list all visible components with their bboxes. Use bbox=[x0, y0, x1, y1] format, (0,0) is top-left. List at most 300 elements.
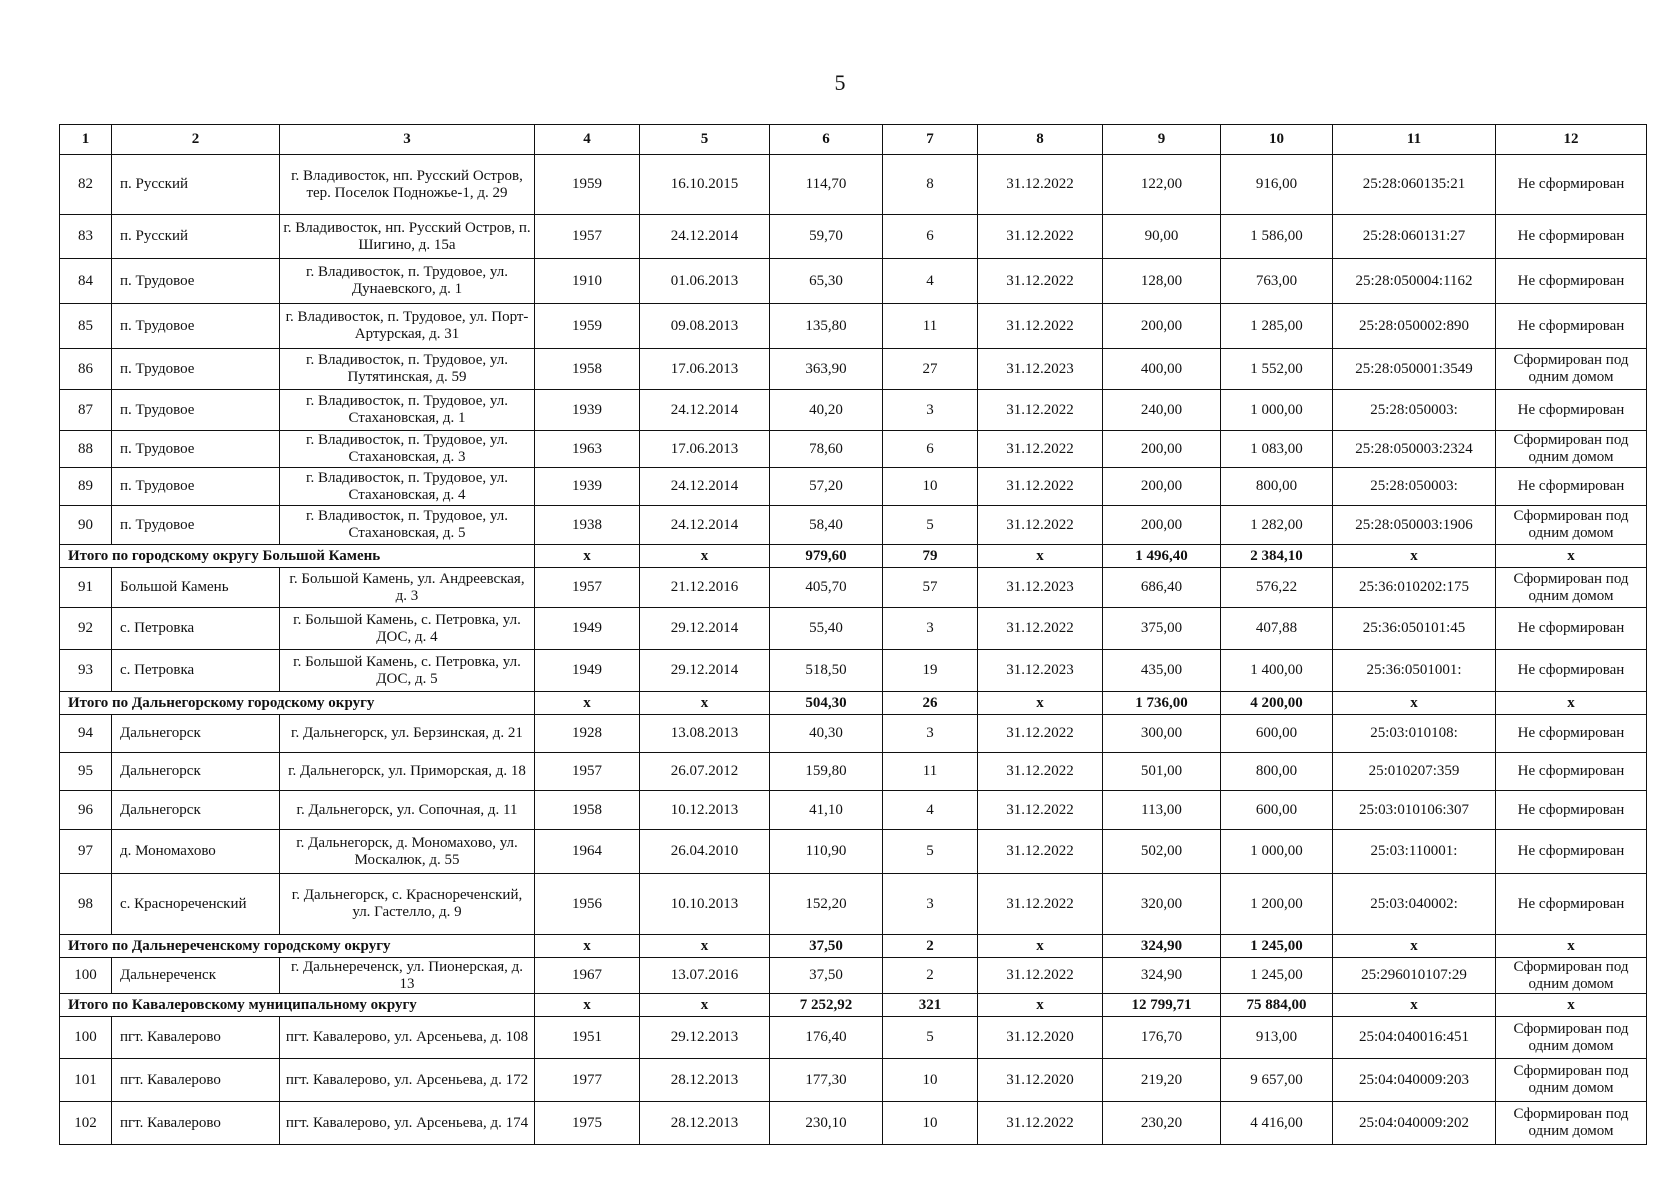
table-row bbox=[60, 830, 1647, 874]
table-cell: 25:28:050002:890 bbox=[1333, 304, 1496, 349]
table-cell: 31.12.2020 bbox=[978, 1059, 1103, 1102]
subtotal-cell: x bbox=[640, 545, 770, 568]
table-row bbox=[60, 568, 1647, 608]
table-cell: 25:28:050003:2324 bbox=[1333, 431, 1496, 468]
table-cell: 25:010207:359 bbox=[1333, 753, 1496, 791]
subtotal-cell: x bbox=[1333, 692, 1496, 715]
table-cell: с. Краснореченский bbox=[112, 874, 280, 935]
table-cell: 122,00 bbox=[1103, 155, 1221, 215]
subtotal-label: Итого по Кавалеровскому муниципальному округу bbox=[60, 994, 535, 1017]
table-cell: 1 200,00 bbox=[1221, 874, 1333, 935]
table-cell: Сформирован под одним домом bbox=[1496, 958, 1647, 994]
table-cell: 13.08.2013 bbox=[640, 715, 770, 753]
housing-register-table bbox=[59, 124, 1647, 1145]
table-row bbox=[60, 349, 1647, 390]
table-cell: 86 bbox=[60, 349, 112, 390]
table-cell: г. Владивосток, нп. Русский Остров, тер. Поселок Подножье-1, д. 29 bbox=[280, 155, 535, 215]
subtotal-cell: 504,30 bbox=[770, 692, 883, 715]
table-cell: 97 bbox=[60, 830, 112, 874]
table-cell: 114,70 bbox=[770, 155, 883, 215]
table-cell: 502,00 bbox=[1103, 830, 1221, 874]
table-row bbox=[60, 1059, 1647, 1102]
table-cell: Не сформирован bbox=[1496, 304, 1647, 349]
table-cell: 96 bbox=[60, 791, 112, 830]
subtotal-cell: 1 496,40 bbox=[1103, 545, 1221, 568]
table-cell: 913,00 bbox=[1221, 1017, 1333, 1059]
table-cell: 10 bbox=[883, 1059, 978, 1102]
table-cell: 31.12.2023 bbox=[978, 650, 1103, 692]
subtotal-row bbox=[60, 994, 1647, 1017]
table-cell: Не сформирован bbox=[1496, 753, 1647, 791]
table-cell: 320,00 bbox=[1103, 874, 1221, 935]
subtotal-cell: 4 200,00 bbox=[1221, 692, 1333, 715]
subtotal-cell: x bbox=[535, 692, 640, 715]
table-row bbox=[60, 259, 1647, 304]
table-cell: 57 bbox=[883, 568, 978, 608]
subtotal-label: Итого по городскому округу Большой Камень bbox=[60, 545, 535, 568]
table-cell: 31.12.2020 bbox=[978, 1017, 1103, 1059]
column-header: 8 bbox=[978, 125, 1103, 155]
table-cell: 31.12.2022 bbox=[978, 390, 1103, 431]
table-cell: 2 bbox=[883, 958, 978, 994]
table-cell: г. Дальнереченск, ул. Пионерская, д. 13 bbox=[280, 958, 535, 994]
column-header: 11 bbox=[1333, 125, 1496, 155]
subtotal-cell: 979,60 bbox=[770, 545, 883, 568]
table-cell: пгт. Кавалерово, ул. Арсеньева, д. 174 bbox=[280, 1102, 535, 1145]
table-cell: 686,40 bbox=[1103, 568, 1221, 608]
table-cell: 5 bbox=[883, 830, 978, 874]
table-cell: Не сформирован bbox=[1496, 715, 1647, 753]
table-cell: 25:36:0501001: bbox=[1333, 650, 1496, 692]
table-cell: 89 bbox=[60, 468, 112, 506]
table-cell: 31.12.2022 bbox=[978, 304, 1103, 349]
subtotal-cell: x bbox=[535, 935, 640, 958]
table-cell: 1956 bbox=[535, 874, 640, 935]
table-cell: 5 bbox=[883, 506, 978, 545]
table-cell: 93 bbox=[60, 650, 112, 692]
table-cell: 25:03:040002: bbox=[1333, 874, 1496, 935]
table-cell: 375,00 bbox=[1103, 608, 1221, 650]
table-cell: 6 bbox=[883, 431, 978, 468]
table-cell: Не сформирован bbox=[1496, 259, 1647, 304]
table-cell: г. Владивосток, п. Трудовое, ул. Порт-Артурская, д. 31 bbox=[280, 304, 535, 349]
table-cell: 3 bbox=[883, 390, 978, 431]
table-cell: 1959 bbox=[535, 304, 640, 349]
table-cell: 83 bbox=[60, 215, 112, 259]
table-cell: 1958 bbox=[535, 349, 640, 390]
table-cell: 31.12.2022 bbox=[978, 431, 1103, 468]
table-cell: 1 083,00 bbox=[1221, 431, 1333, 468]
table-cell: 31.12.2023 bbox=[978, 349, 1103, 390]
table-cell: г. Владивосток, п. Трудовое, ул. Стахановская, д. 1 bbox=[280, 390, 535, 431]
table-cell: 10 bbox=[883, 468, 978, 506]
table-cell: Сформирован под одним домом bbox=[1496, 506, 1647, 545]
table-cell: 29.12.2014 bbox=[640, 608, 770, 650]
table-cell: 4 bbox=[883, 791, 978, 830]
subtotal-cell: x bbox=[640, 935, 770, 958]
table-cell: пгт. Кавалерово bbox=[112, 1102, 280, 1145]
table-cell: 13.07.2016 bbox=[640, 958, 770, 994]
table-row bbox=[60, 958, 1647, 994]
table-cell: 200,00 bbox=[1103, 431, 1221, 468]
table-cell: 25:03:110001: bbox=[1333, 830, 1496, 874]
column-header: 12 bbox=[1496, 125, 1647, 155]
table-cell: Большой Камень bbox=[112, 568, 280, 608]
table-cell: 41,10 bbox=[770, 791, 883, 830]
table-cell: с. Петровка bbox=[112, 650, 280, 692]
table-cell: 55,40 bbox=[770, 608, 883, 650]
table-cell: 176,40 bbox=[770, 1017, 883, 1059]
subtotal-cell: x bbox=[978, 692, 1103, 715]
table-cell: 25:28:050001:3549 bbox=[1333, 349, 1496, 390]
table-cell: 91 bbox=[60, 568, 112, 608]
subtotal-cell: 37,50 bbox=[770, 935, 883, 958]
table-cell: 200,00 bbox=[1103, 506, 1221, 545]
table-cell: 98 bbox=[60, 874, 112, 935]
table-cell: 1964 bbox=[535, 830, 640, 874]
table-cell: 25:03:010108: bbox=[1333, 715, 1496, 753]
column-header: 1 bbox=[60, 125, 112, 155]
table-cell: 25:296010107:29 bbox=[1333, 958, 1496, 994]
subtotal-cell: x bbox=[1333, 994, 1496, 1017]
table-cell: 363,90 bbox=[770, 349, 883, 390]
table-cell: Не сформирован bbox=[1496, 830, 1647, 874]
table-cell: 1910 bbox=[535, 259, 640, 304]
table-cell: Не сформирован bbox=[1496, 468, 1647, 506]
table-cell: 1957 bbox=[535, 568, 640, 608]
table-cell: Не сформирован bbox=[1496, 791, 1647, 830]
table-cell: 110,90 bbox=[770, 830, 883, 874]
subtotal-cell: x bbox=[1496, 692, 1647, 715]
table-cell: Не сформирован bbox=[1496, 650, 1647, 692]
table-cell: 10.10.2013 bbox=[640, 874, 770, 935]
table-cell: 26.07.2012 bbox=[640, 753, 770, 791]
table-cell: 1 285,00 bbox=[1221, 304, 1333, 349]
table-cell: 92 bbox=[60, 608, 112, 650]
table-cell: 800,00 bbox=[1221, 468, 1333, 506]
column-header: 6 bbox=[770, 125, 883, 155]
table-cell: 27 bbox=[883, 349, 978, 390]
table-cell: 25:28:050003: bbox=[1333, 468, 1496, 506]
subtotal-cell: x bbox=[978, 935, 1103, 958]
subtotal-cell: 12 799,71 bbox=[1103, 994, 1221, 1017]
table-cell: 25:28:050004:1162 bbox=[1333, 259, 1496, 304]
table-cell: 435,00 bbox=[1103, 650, 1221, 692]
table-cell: 11 bbox=[883, 753, 978, 791]
subtotal-cell: x bbox=[978, 545, 1103, 568]
table-row bbox=[60, 215, 1647, 259]
table-cell: 25:28:060131:27 bbox=[1333, 215, 1496, 259]
table-row bbox=[60, 791, 1647, 830]
column-header: 2 bbox=[112, 125, 280, 155]
table-cell: 518,50 bbox=[770, 650, 883, 692]
table-cell: 1 586,00 bbox=[1221, 215, 1333, 259]
subtotal-cell: 321 bbox=[883, 994, 978, 1017]
table-cell: 405,70 bbox=[770, 568, 883, 608]
table-cell: 1949 bbox=[535, 608, 640, 650]
table-cell: г. Владивосток, п. Трудовое, ул. Путятинская, д. 59 bbox=[280, 349, 535, 390]
table-cell: д. Мономахово bbox=[112, 830, 280, 874]
subtotal-row bbox=[60, 935, 1647, 958]
table-cell: г. Владивосток, нп. Русский Остров, п. Шигино, д. 15а bbox=[280, 215, 535, 259]
table-cell: 87 bbox=[60, 390, 112, 431]
table-cell: 600,00 bbox=[1221, 791, 1333, 830]
table-cell: 25:28:050003: bbox=[1333, 390, 1496, 431]
column-header: 4 bbox=[535, 125, 640, 155]
table-row bbox=[60, 1017, 1647, 1059]
table-cell: 31.12.2022 bbox=[978, 830, 1103, 874]
subtotal-cell: x bbox=[640, 692, 770, 715]
table-cell: п. Трудовое bbox=[112, 468, 280, 506]
table-cell: Сформирован под одним домом bbox=[1496, 1017, 1647, 1059]
table-cell: г. Большой Камень, ул. Андреевская, д. 3 bbox=[280, 568, 535, 608]
table-cell: п. Трудовое bbox=[112, 431, 280, 468]
subtotal-cell: x bbox=[1496, 994, 1647, 1017]
table-cell: 31.12.2022 bbox=[978, 259, 1103, 304]
table-cell: 31.12.2022 bbox=[978, 155, 1103, 215]
table-cell: 11 bbox=[883, 304, 978, 349]
table-cell: 1949 bbox=[535, 650, 640, 692]
table-cell: 3 bbox=[883, 715, 978, 753]
column-header: 7 bbox=[883, 125, 978, 155]
table-cell: 324,90 bbox=[1103, 958, 1221, 994]
table-cell: 1 552,00 bbox=[1221, 349, 1333, 390]
table-cell: 1957 bbox=[535, 753, 640, 791]
table-cell: 31.12.2022 bbox=[978, 753, 1103, 791]
table-cell: 1 282,00 bbox=[1221, 506, 1333, 545]
table-cell: п. Русский bbox=[112, 215, 280, 259]
table-cell: 01.06.2013 bbox=[640, 259, 770, 304]
table-cell: г. Владивосток, п. Трудовое, ул. Стахановская, д. 5 bbox=[280, 506, 535, 545]
table-row bbox=[60, 304, 1647, 349]
table-row bbox=[60, 608, 1647, 650]
table-cell: п. Трудовое bbox=[112, 304, 280, 349]
table-cell: 1975 bbox=[535, 1102, 640, 1145]
table-cell: п. Трудовое bbox=[112, 259, 280, 304]
table-cell: 219,20 bbox=[1103, 1059, 1221, 1102]
table-cell: 200,00 bbox=[1103, 304, 1221, 349]
subtotal-cell: x bbox=[978, 994, 1103, 1017]
table-cell: 65,30 bbox=[770, 259, 883, 304]
table-cell: 200,00 bbox=[1103, 468, 1221, 506]
table-cell: Дальнегорск bbox=[112, 753, 280, 791]
table-cell: 6 bbox=[883, 215, 978, 259]
table-cell: г. Дальнегорск, д. Мономахово, ул. Москалюк, д. 55 bbox=[280, 830, 535, 874]
table-cell: 94 bbox=[60, 715, 112, 753]
table-cell: 113,00 bbox=[1103, 791, 1221, 830]
column-header: 10 bbox=[1221, 125, 1333, 155]
table-cell: 1 000,00 bbox=[1221, 830, 1333, 874]
subtotal-cell: 2 bbox=[883, 935, 978, 958]
table-cell: пгт. Кавалерово bbox=[112, 1059, 280, 1102]
table-cell: 90,00 bbox=[1103, 215, 1221, 259]
table-cell: 90 bbox=[60, 506, 112, 545]
table-row bbox=[60, 506, 1647, 545]
table-row bbox=[60, 715, 1647, 753]
table-cell: п. Трудовое bbox=[112, 506, 280, 545]
table-cell: 25:04:040009:202 bbox=[1333, 1102, 1496, 1145]
table-cell: 152,20 bbox=[770, 874, 883, 935]
table-cell: Сформирован под одним домом bbox=[1496, 568, 1647, 608]
subtotal-cell: 79 bbox=[883, 545, 978, 568]
table-cell: 102 bbox=[60, 1102, 112, 1145]
table-cell: Сформирован под одним домом bbox=[1496, 349, 1647, 390]
table-row bbox=[60, 468, 1647, 506]
table-cell: 101 bbox=[60, 1059, 112, 1102]
table-cell: 1963 bbox=[535, 431, 640, 468]
table-cell: п. Трудовое bbox=[112, 390, 280, 431]
subtotal-cell: 324,90 bbox=[1103, 935, 1221, 958]
subtotal-cell: 1 736,00 bbox=[1103, 692, 1221, 715]
table-cell: 600,00 bbox=[1221, 715, 1333, 753]
subtotal-cell: x bbox=[1496, 545, 1647, 568]
subtotal-cell: 7 252,92 bbox=[770, 994, 883, 1017]
header-row bbox=[60, 125, 1647, 155]
table-cell: 31.12.2022 bbox=[978, 791, 1103, 830]
table-cell: 1977 bbox=[535, 1059, 640, 1102]
table-cell: 4 bbox=[883, 259, 978, 304]
subtotal-cell: x bbox=[535, 545, 640, 568]
table-cell: 16.10.2015 bbox=[640, 155, 770, 215]
table-cell: 29.12.2013 bbox=[640, 1017, 770, 1059]
subtotal-row bbox=[60, 545, 1647, 568]
table-cell: Сформирован под одним домом bbox=[1496, 431, 1647, 468]
table-cell: 501,00 bbox=[1103, 753, 1221, 791]
subtotal-cell: x bbox=[1496, 935, 1647, 958]
table-cell: 25:36:050101:45 bbox=[1333, 608, 1496, 650]
table-row bbox=[60, 431, 1647, 468]
table-cell: 40,30 bbox=[770, 715, 883, 753]
table-cell: г. Владивосток, п. Трудовое, ул. Дунаевского, д. 1 bbox=[280, 259, 535, 304]
table-cell: 763,00 bbox=[1221, 259, 1333, 304]
table-cell: 100 bbox=[60, 958, 112, 994]
table-cell: 24.12.2014 bbox=[640, 215, 770, 259]
table-cell: 25:28:050003:1906 bbox=[1333, 506, 1496, 545]
table-cell: 800,00 bbox=[1221, 753, 1333, 791]
table-cell: г. Дальнегорск, ул. Берзинская, д. 21 bbox=[280, 715, 535, 753]
table-cell: 88 bbox=[60, 431, 112, 468]
table-cell: 59,70 bbox=[770, 215, 883, 259]
table-cell: 176,70 bbox=[1103, 1017, 1221, 1059]
table-cell: 1951 bbox=[535, 1017, 640, 1059]
subtotal-cell: x bbox=[640, 994, 770, 1017]
table-cell: Сформирован под одним домом bbox=[1496, 1102, 1647, 1145]
table-cell: 159,80 bbox=[770, 753, 883, 791]
subtotal-label: Итого по Дальнереченскому городскому округу bbox=[60, 935, 535, 958]
table-cell: 95 bbox=[60, 753, 112, 791]
table-row bbox=[60, 155, 1647, 215]
table-cell: 31.12.2022 bbox=[978, 715, 1103, 753]
table-cell: 28.12.2013 bbox=[640, 1059, 770, 1102]
table-cell: г. Владивосток, п. Трудовое, ул. Стахановская, д. 4 bbox=[280, 468, 535, 506]
table-cell: 400,00 bbox=[1103, 349, 1221, 390]
table-cell: 25:36:010202:175 bbox=[1333, 568, 1496, 608]
table-cell: 128,00 bbox=[1103, 259, 1221, 304]
table-cell: 10.12.2013 bbox=[640, 791, 770, 830]
subtotal-cell: 1 245,00 bbox=[1221, 935, 1333, 958]
table-cell: пгт. Кавалерово, ул. Арсеньева, д. 172 bbox=[280, 1059, 535, 1102]
table-cell: 230,10 bbox=[770, 1102, 883, 1145]
table-cell: 9 657,00 bbox=[1221, 1059, 1333, 1102]
table-cell: 1967 bbox=[535, 958, 640, 994]
table-cell: 85 bbox=[60, 304, 112, 349]
table-cell: п. Трудовое bbox=[112, 349, 280, 390]
column-header: 5 bbox=[640, 125, 770, 155]
table-cell: 1939 bbox=[535, 468, 640, 506]
table-cell: Не сформирован bbox=[1496, 215, 1647, 259]
table-cell: 8 bbox=[883, 155, 978, 215]
subtotal-cell: x bbox=[1333, 935, 1496, 958]
table-cell: 26.04.2010 bbox=[640, 830, 770, 874]
table-cell: 10 bbox=[883, 1102, 978, 1145]
column-header: 3 bbox=[280, 125, 535, 155]
table-cell: 31.12.2022 bbox=[978, 958, 1103, 994]
table-cell: 1 400,00 bbox=[1221, 650, 1333, 692]
table-cell: 09.08.2013 bbox=[640, 304, 770, 349]
table-row bbox=[60, 753, 1647, 791]
table-cell: 25:04:040016:451 bbox=[1333, 1017, 1496, 1059]
table-cell: Дальнегорск bbox=[112, 715, 280, 753]
table-cell: 40,20 bbox=[770, 390, 883, 431]
table-cell: 24.12.2014 bbox=[640, 390, 770, 431]
subtotal-cell: x bbox=[535, 994, 640, 1017]
table-cell: 24.12.2014 bbox=[640, 468, 770, 506]
table-cell: г. Дальнегорск, ул. Сопочная, д. 11 bbox=[280, 791, 535, 830]
table-cell: 31.12.2023 bbox=[978, 568, 1103, 608]
table-cell: 28.12.2013 bbox=[640, 1102, 770, 1145]
table-cell: 37,50 bbox=[770, 958, 883, 994]
table-cell: 31.12.2022 bbox=[978, 468, 1103, 506]
table-cell: 1928 bbox=[535, 715, 640, 753]
table-cell: 1939 bbox=[535, 390, 640, 431]
table-cell: 25:03:010106:307 bbox=[1333, 791, 1496, 830]
table-cell: г. Дальнегорск, с. Краснореченский, ул. Гастелло, д. 9 bbox=[280, 874, 535, 935]
table-cell: 78,60 bbox=[770, 431, 883, 468]
table-cell: 300,00 bbox=[1103, 715, 1221, 753]
table-cell: 407,88 bbox=[1221, 608, 1333, 650]
table-cell: Не сформирован bbox=[1496, 390, 1647, 431]
table-cell: 31.12.2022 bbox=[978, 608, 1103, 650]
table-cell: пгт. Кавалерово bbox=[112, 1017, 280, 1059]
table-cell: п. Русский bbox=[112, 155, 280, 215]
table-cell: г. Большой Камень, с. Петровка, ул. ДОС, д. 4 bbox=[280, 608, 535, 650]
page-number: 5 bbox=[834, 70, 846, 95]
table-cell: 25:04:040009:203 bbox=[1333, 1059, 1496, 1102]
table-cell: 29.12.2014 bbox=[640, 650, 770, 692]
table-cell: 31.12.2022 bbox=[978, 874, 1103, 935]
table-cell: 84 bbox=[60, 259, 112, 304]
table-row bbox=[60, 650, 1647, 692]
table-row bbox=[60, 1102, 1647, 1145]
table-cell: г. Большой Камень, с. Петровка, ул. ДОС, д. 5 bbox=[280, 650, 535, 692]
table-row bbox=[60, 390, 1647, 431]
table-row bbox=[60, 874, 1647, 935]
table-cell: 230,20 bbox=[1103, 1102, 1221, 1145]
subtotal-row bbox=[60, 692, 1647, 715]
table-cell: 240,00 bbox=[1103, 390, 1221, 431]
table-cell: 3 bbox=[883, 608, 978, 650]
table-cell: 25:28:060135:21 bbox=[1333, 155, 1496, 215]
table-cell: г. Дальнегорск, ул. Приморская, д. 18 bbox=[280, 753, 535, 791]
table-cell: 1957 bbox=[535, 215, 640, 259]
table-cell: 576,22 bbox=[1221, 568, 1333, 608]
table-cell: 31.12.2022 bbox=[978, 506, 1103, 545]
table-cell: 916,00 bbox=[1221, 155, 1333, 215]
table-cell: 3 bbox=[883, 874, 978, 935]
table-cell: пгт. Кавалерово, ул. Арсеньева, д. 108 bbox=[280, 1017, 535, 1059]
column-header: 9 bbox=[1103, 125, 1221, 155]
table-cell: г. Владивосток, п. Трудовое, ул. Стахановская, д. 3 bbox=[280, 431, 535, 468]
